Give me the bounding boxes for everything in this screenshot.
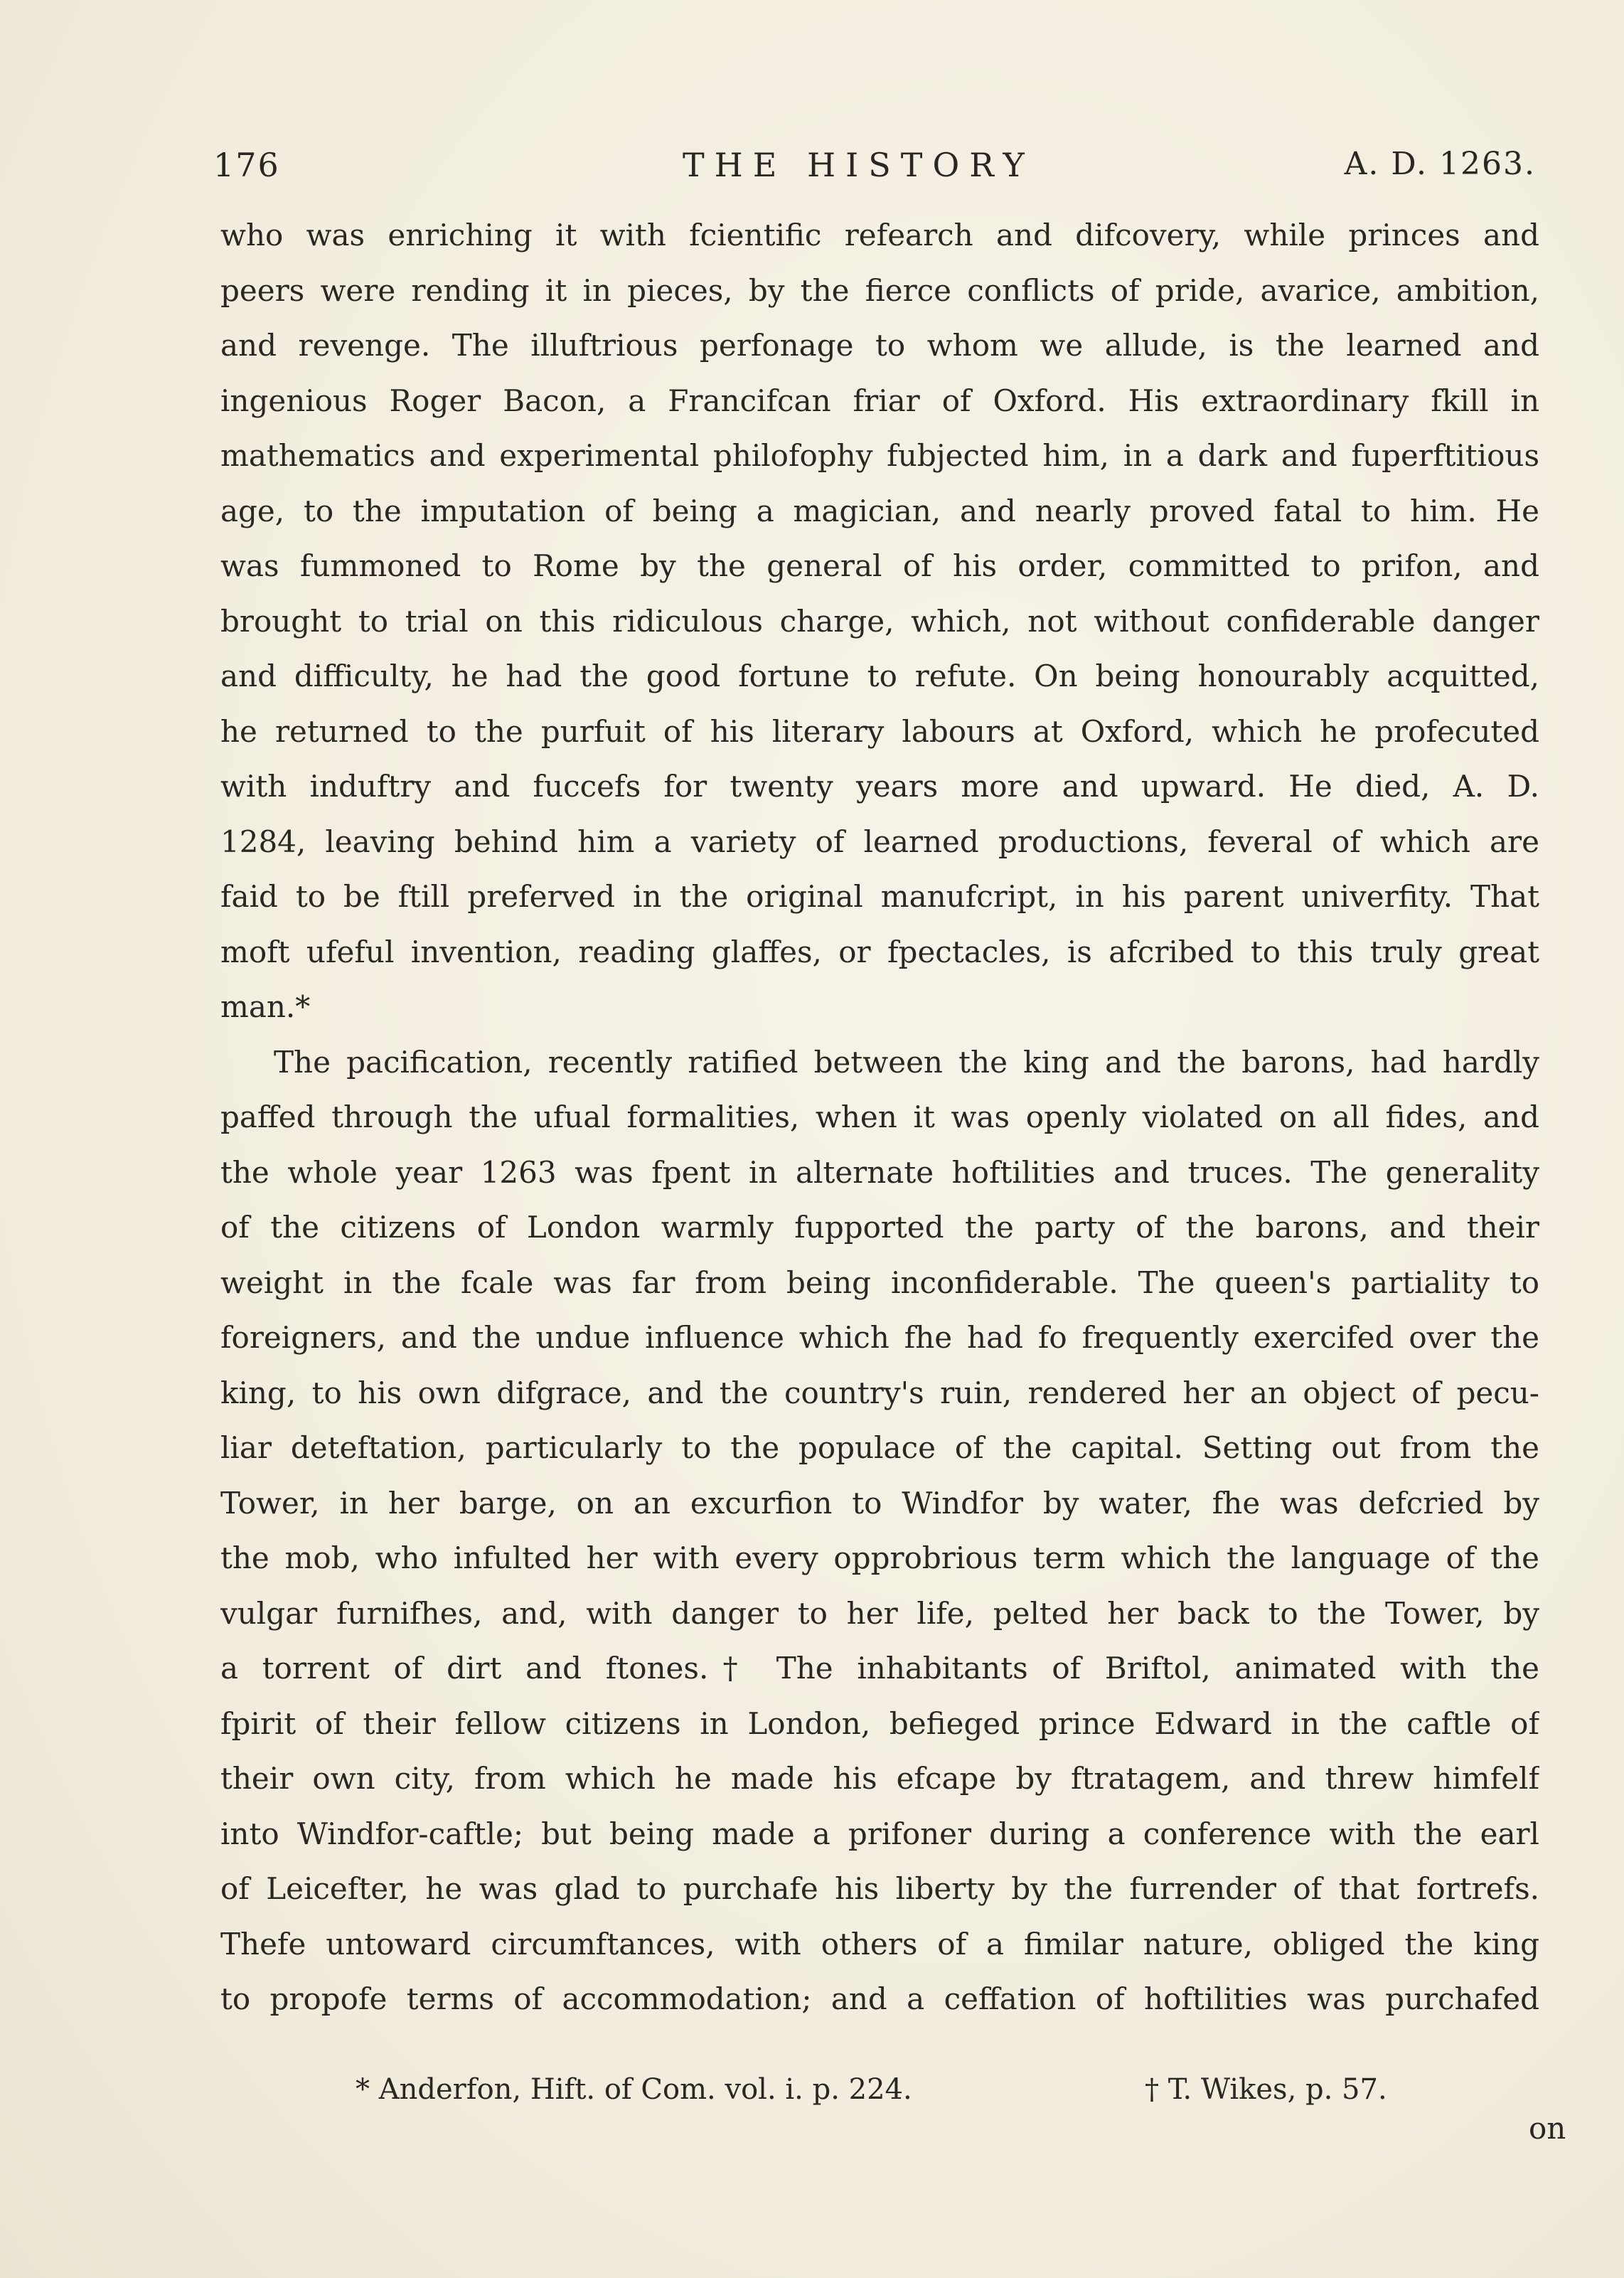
text-line: Tower, in her barge, on an excurfion to Windfor by water, fhe was defcried by bbox=[220, 1485, 1539, 1521]
text-line: the mob, who infulted her with every opprobrious term which the language of the bbox=[220, 1540, 1539, 1575]
text-line: ingenious Roger Bacon, a Francifcan friar of Oxford. His extraordinary fkill in bbox=[220, 383, 1539, 418]
text-line: man.* bbox=[220, 989, 311, 1024]
text-line: into Windfor-caftle; but being made a prifoner during a conference with the earl bbox=[220, 1816, 1539, 1851]
text-line: and difficulty, he had the good fortune to refute. On being honourably acquitted, bbox=[220, 659, 1539, 693]
running-head bbox=[213, 146, 1536, 196]
text-line: age, to the imputation of being a magician, and nearly proved fatal to him. He bbox=[220, 493, 1539, 528]
text-line: their own city, from which he made his efcape by ftratagem, and threw himfelf bbox=[220, 1761, 1539, 1796]
text-line: the whole year 1263 was fpent in alternate hoftilities and truces. The generality bbox=[220, 1154, 1539, 1190]
text-line: paffed through the ufual formalities, when it was openly violated on all fides, and bbox=[220, 1100, 1539, 1134]
text-line: king, to his own difgrace, and the country's ruin, rendered her an object of pecu- bbox=[220, 1375, 1539, 1410]
text-line: vulgar furnifhes, and, with danger to her life, pelted her back to the Tower, by bbox=[220, 1595, 1539, 1631]
running-title: THE HISTORY bbox=[683, 146, 1035, 184]
text-line: and revenge. The illuftrious perfonage to whom we allude, is the learned and bbox=[220, 328, 1539, 363]
text-line: 1284, leaving behind him a variety of learned productions, feveral of which are bbox=[220, 824, 1539, 859]
text-line: who was enriching it with fcientific refearch and difcovery, while princes and bbox=[220, 218, 1539, 252]
footnote-anderson: * Anderfon, Hift. of Com. vol. i. p. 224. bbox=[356, 2073, 912, 2106]
text-line: liar deteftation, particularly to the populace of the capital. Setting out from the bbox=[220, 1430, 1539, 1465]
text-line: fpirit of their fellow citizens in London, befieged prince Edward in the caftle of bbox=[220, 1705, 1539, 1741]
text-line: of the citizens of London warmly fupported the party of the barons, and their bbox=[220, 1210, 1539, 1245]
running-year: A. D. 1263. bbox=[1344, 146, 1536, 182]
text-line: to propofe terms of accommodation; and a ceffation of hoftilities was purchafed bbox=[220, 1981, 1539, 2016]
footnote-wikes: † T. Wikes, p. 57. bbox=[1145, 2073, 1387, 2106]
text-line: was fummoned to Rome by the general of his order, committed to prifon, and bbox=[220, 548, 1539, 583]
text-line: foreigners, and the undue influence which fhe had fo frequently exercifed over the bbox=[220, 1320, 1539, 1355]
text-line: Thefe untoward circumftances, with others of a fimilar nature, obliged the king bbox=[220, 1926, 1539, 1962]
text-line: a torrent of dirt and ftones.† The inhabitants of Briftol, animated with the bbox=[220, 1651, 1539, 1686]
text-line: mathematics and experimental philofophy fubjected him, in a dark and fuperftitious bbox=[220, 438, 1539, 473]
text-line: of Leicefter, he was glad to purchafe his liberty by the furrender of that fortrefs. bbox=[220, 1871, 1539, 1906]
text-line: weight in the fcale was far from being inconfiderable. The queen's partiality to bbox=[220, 1265, 1539, 1300]
body-text bbox=[220, 208, 1539, 2027]
text-line: with induftry and fuccefs for twenty years more and upward. He died, A. D. bbox=[220, 769, 1539, 804]
page-number: 176 bbox=[213, 146, 280, 184]
text-line: peers were rending it in pieces, by the fierce conflicts of pride, avarice, ambition, bbox=[220, 272, 1539, 308]
text-line: faid to be ftill preferved in the original manufcript, in his parent univerfity. That bbox=[220, 879, 1539, 914]
text-line: moft ufeful invention, reading glaffes, or fpectacles, is afcribed to this truly great bbox=[220, 934, 1539, 969]
text-line: he returned to the purfuit of his literary labours at Oxford, which he profecuted bbox=[220, 713, 1539, 749]
text-line: The pacification, recently ratified between the king and the barons, had hardly bbox=[274, 1044, 1539, 1080]
catchword: on bbox=[1529, 2111, 1566, 2146]
text-line: brought to trial on this ridiculous charge, which, not without confiderable danger bbox=[220, 603, 1539, 639]
